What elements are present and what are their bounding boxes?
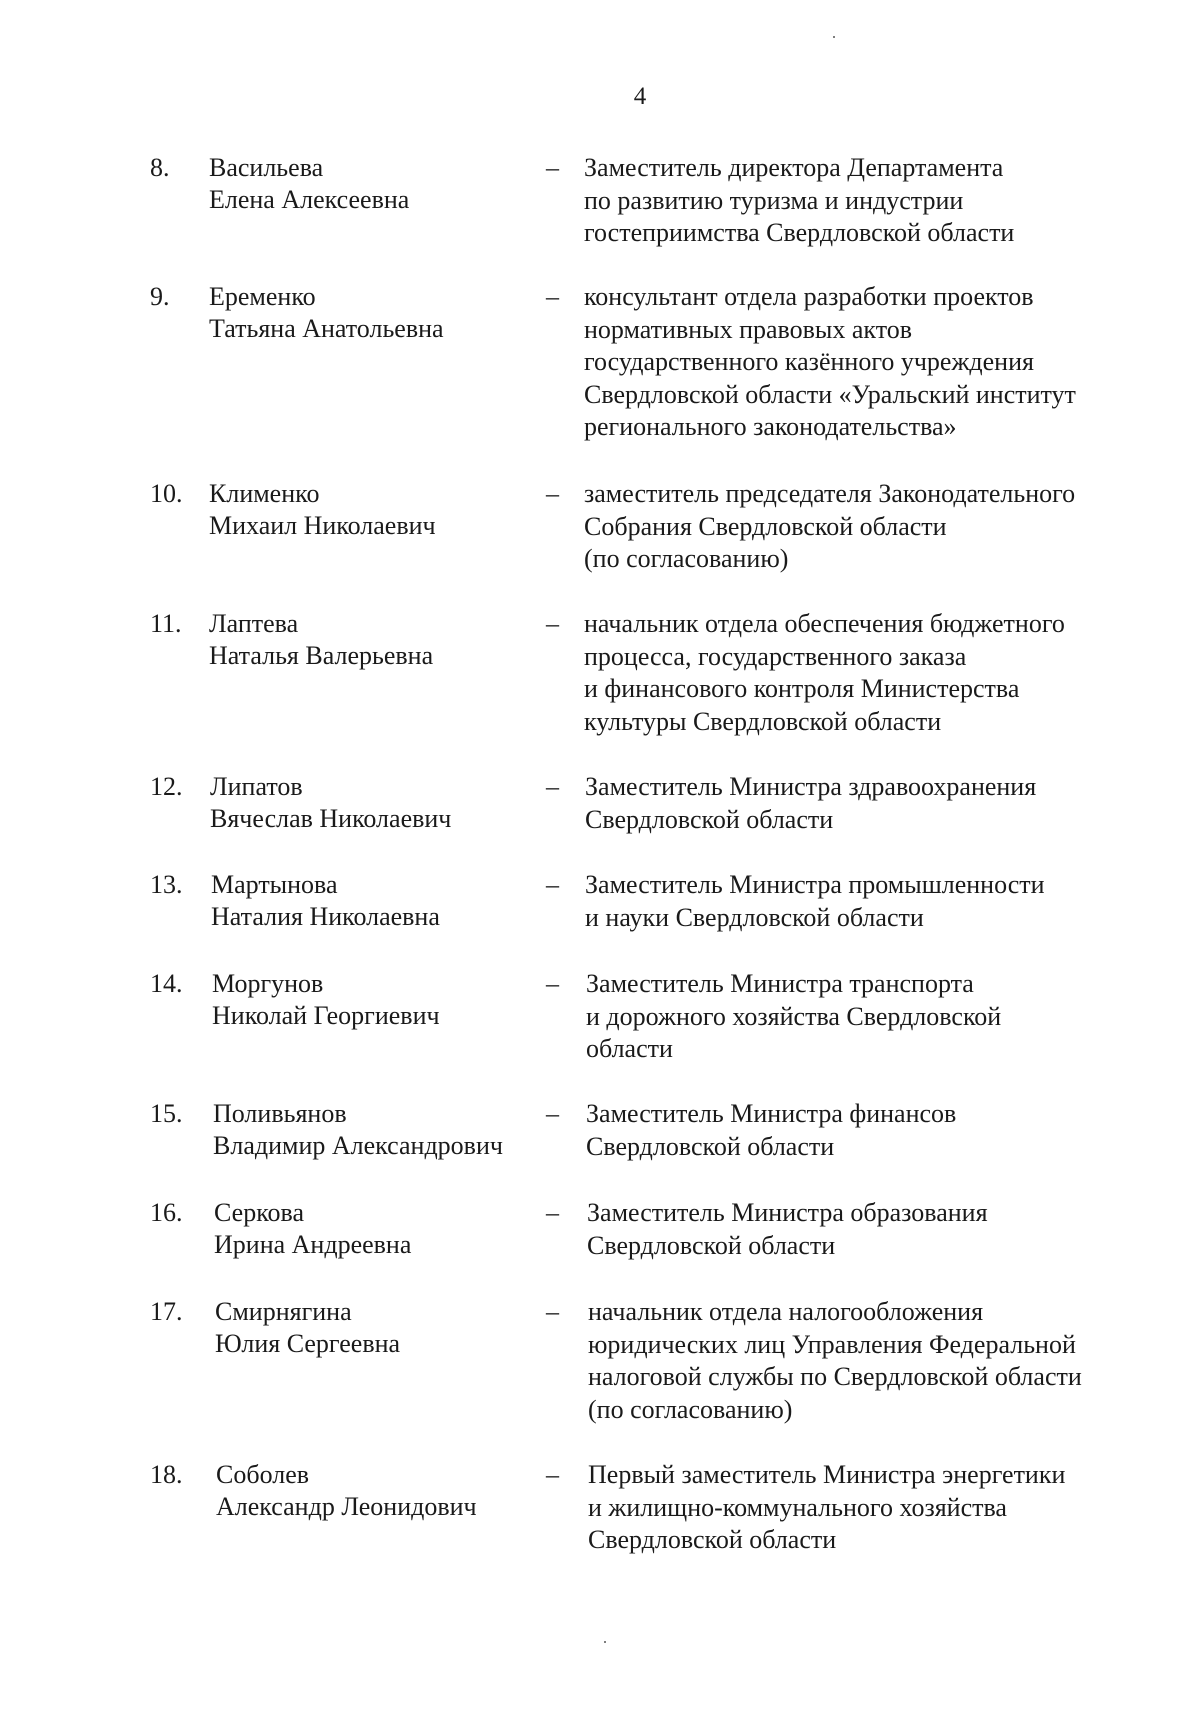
member-number: 14. [150,969,183,998]
member-given-names: Юлия Сергеевна [215,1329,401,1358]
member-name [212,968,440,1032]
position-line: Заместитель Министра транспорта [586,969,974,998]
member-surname: Лаптева [209,609,299,638]
member-given-names: Вячеслав Николаевич [210,804,452,833]
separator-dash: – [546,772,559,801]
member-surname: Смирнягина [215,1297,352,1326]
member-list [0,152,1200,1589]
position-line: Заместитель Министра финансов [586,1099,957,1128]
separator-dash: – [546,1297,559,1326]
position-line: (по согласованию) [584,544,789,573]
member-number: 15. [150,1099,183,1128]
member-entry [0,1098,1200,1197]
member-name [209,281,444,345]
separator-dash: – [546,870,559,899]
member-number: 10. [150,479,183,508]
position-line: юридических лиц Управления Федеральной [588,1329,1076,1359]
member-position [588,1459,1065,1557]
position-line: заместитель председателя Законодательного [584,479,1076,508]
member-position [584,152,1014,250]
member-number: 12. [150,772,183,801]
position-line: области [586,1034,673,1063]
member-name [209,478,436,542]
member-surname: Липатов [210,772,303,801]
member-surname: Клименко [209,479,320,508]
position-line: Заместитель Министра здравоохранения [585,772,1037,801]
member-entry [0,1296,1200,1459]
position-line: и финансового контроля Министерства [584,674,1020,703]
member-entry [0,281,1200,478]
member-position [586,968,1001,1066]
separator-dash: – [546,1099,559,1128]
member-number: 17. [150,1297,183,1326]
position-line: Свердловской области [587,1230,836,1260]
member-name [211,869,440,933]
position-line: и дорожного хозяйства Свердловской [586,1001,1002,1031]
member-name [209,152,409,216]
member-surname: Еременко [209,282,316,311]
member-number: 8. [150,153,170,182]
member-entry [0,968,1200,1098]
page-number: 4 [633,83,647,110]
member-number: 18. [150,1460,183,1489]
member-given-names: Ирина Андреевна [214,1230,412,1259]
member-name [214,1197,411,1261]
member-given-names: Наталья Валерьевна [209,641,434,670]
position-line: Свердловской области [588,1525,837,1554]
position-line: гостеприимства Свердловской области [584,218,1015,247]
position-line: процесса, государственного заказа [584,641,967,671]
member-position [587,1197,988,1262]
member-position [585,869,1045,934]
position-line: Заместитель директора Департамента [584,153,1004,182]
position-line: регионального законодательства» [584,412,957,441]
member-name [210,771,451,835]
scan-speck [604,1641,606,1643]
member-given-names: Елена Алексеевна [209,185,410,214]
position-line: и науки Свердловской области [585,902,924,932]
member-number: 13. [150,870,183,899]
member-surname: Соболев [216,1460,310,1489]
member-entry [0,152,1200,281]
member-given-names: Наталия Николаевна [211,902,440,931]
position-line: Первый заместитель Министра энергетики [588,1460,1066,1489]
position-line: (по согласованию) [588,1394,793,1424]
member-given-names: Владимир Александрович [213,1131,503,1160]
position-line: Свердловской области [586,1131,835,1161]
scan-speck [833,36,835,38]
position-line: Заместитель Министра промышленности [585,870,1045,899]
position-line: государственного казённого учреждения [584,347,1034,376]
member-number: 16. [150,1198,183,1227]
member-surname: Васильева [209,153,324,182]
separator-dash: – [546,1460,559,1489]
member-position [584,608,1065,738]
position-line: Свердловской области [585,804,834,834]
member-number: 9. [150,282,170,311]
member-number: 11. [150,609,182,638]
position-line: Собрания Свердловской области [584,511,947,541]
member-entry [0,1197,1200,1296]
separator-dash: – [546,282,559,311]
member-surname: Мартынова [211,870,338,899]
member-surname: Поливьянов [213,1099,347,1128]
separator-dash: – [546,479,559,508]
member-position [584,281,1076,444]
member-name [215,1296,400,1360]
member-given-names: Александр Леонидович [216,1492,477,1521]
member-entry [0,1459,1200,1589]
separator-dash: – [546,153,559,182]
position-line: и жилищно-коммунального хозяйства [588,1492,1007,1522]
member-surname: Моргунов [212,969,324,998]
member-position [588,1296,1082,1426]
member-given-names: Татьяна Анатольевна [209,314,444,343]
member-entry [0,771,1200,869]
member-position [586,1098,956,1163]
separator-dash: – [546,609,559,638]
member-entry [0,478,1200,608]
position-line: начальник отдела налогообложения [588,1297,984,1326]
position-line: Заместитель Министра образования [587,1198,988,1227]
member-position [584,478,1075,576]
position-line: налоговой службы по Свердловской области [588,1362,1082,1391]
member-entry [0,608,1200,771]
member-name [213,1098,503,1162]
member-surname: Серкова [214,1198,304,1227]
member-given-names: Николай Георгиевич [212,1001,440,1030]
position-line: Свердловской области «Уральский институт [584,379,1076,409]
member-entry [0,869,1200,968]
position-line: начальник отдела обеспечения бюджетного [584,609,1065,638]
member-name [209,608,433,672]
position-line: культуры Свердловской области [584,706,942,736]
member-position [585,771,1036,836]
separator-dash: – [546,969,559,998]
member-name [216,1459,477,1523]
member-given-names: Михаил Николаевич [209,511,436,540]
position-line: по развитию туризма и индустрии [584,185,964,215]
separator-dash: – [546,1198,559,1227]
position-line: нормативных правовых актов [584,314,913,344]
position-line: консультант отдела разработки проектов [584,282,1034,311]
